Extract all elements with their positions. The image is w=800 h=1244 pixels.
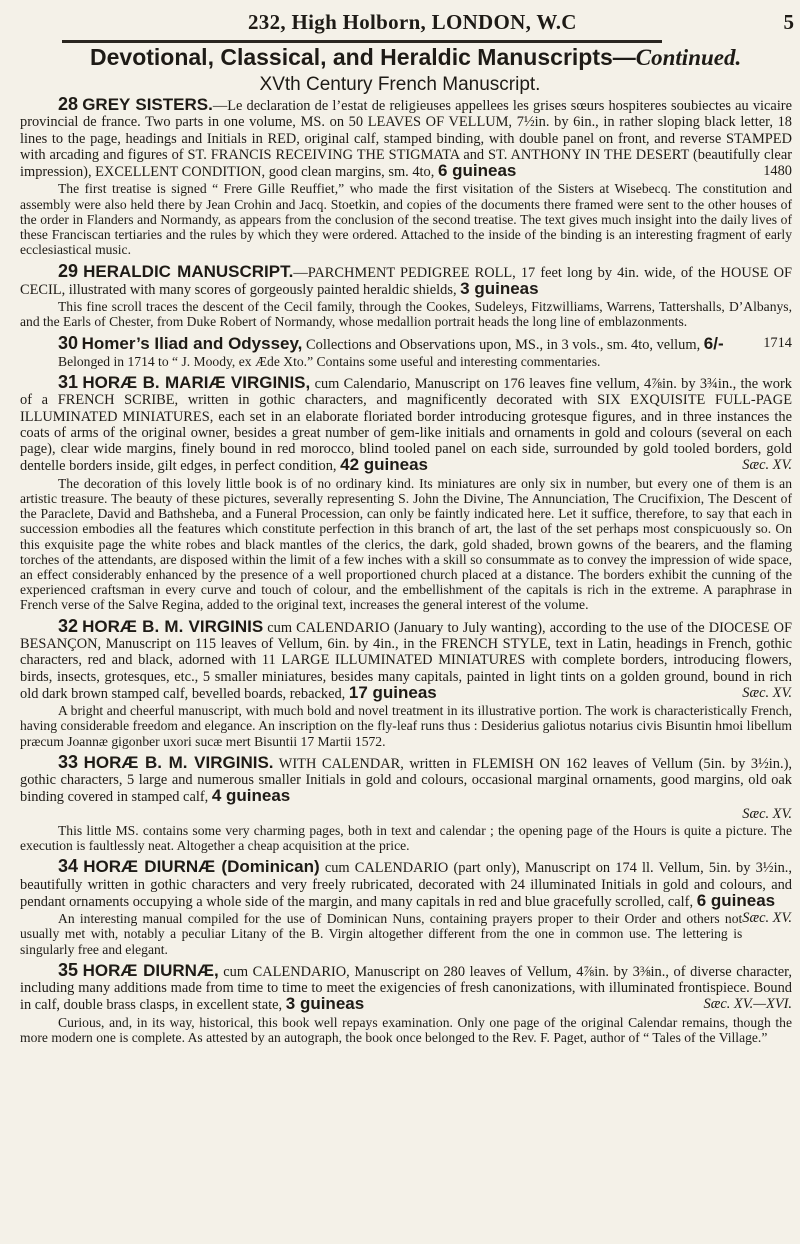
entry-30 [20,332,792,370]
entry-note: A bright and cheerful manuscript, with much bold and novel treatment in its illustrative portion. The work is characteristically French, having considerable freedom and elegance. An inscription on the fly-leaf runs thus : Desiderius galiotus notarius civis Bisuntin hmoi libellum præcum Joannæ gigonber uxori sucæ mert Bisuntii 17 Martii 1572. [20,703,792,749]
entry-description [20,260,792,299]
entry-number: 34 [58,856,79,877]
entry-heading: GREY SISTERS. [82,95,213,114]
entry-text: cum CALENDARIO, Manuscript on 280 leaves of Vellum, 4⅞in. by 3⅜in., of diverse character, including many additions made from time to time to meet the exigencies of fresh canonizations, with illuminated frontispiece. Bound in calf, double brass clasps, in excellent state, [20,963,792,1014]
entry-number: 32 [58,615,79,636]
entry-description [20,96,792,180]
entry-period: Sæc. XV.—XVI. [703,996,792,1013]
entry-price: 42 guineas [340,455,428,475]
running-title: 232, High Holborn, LONDON, W.C [248,10,577,34]
entry-text: cum CALENDARIO (January to July wanting), according to the use of the DIOCESE OF BESANÇON, Manuscript on 115 leaves of Vellum, 6in. by 4in., in the FRENCH STYLE, text in Latin, headings in French, gothic characters, red and black, adorned with 11 LARGE ILLUMINATED MINIATURES with complete borders, introducing flowers, birds, insects, grotesques, etc., 5 smaller miniatures, besides many capitals, painted in light tints on a golden ground, bound in rich old dark brown stamped calf, bevelled boards, rebacked, [20,619,792,702]
entry-date: 1714 [763,334,792,351]
entry-price: 6/- [703,333,724,353]
entry-price: 3 guineas [285,994,365,1014]
entry-number: 29 [58,260,79,281]
entry-text: Collections and Observations upon, MS., in 3 vols., sm. 4to, vellum, [306,336,701,353]
entry-number: 35 [58,959,79,980]
entry-heading: HORÆ B. MARIÆ VIRGINIS, [82,373,311,392]
entry-note: This fine scroll traces the descent of the Cecil family, through the Cookes, Sudeleys, Fitzwilliams, Warrens, Tattershalls, D’Albanys, and the Earls of Chester, from Duke Robert of Normandy, whose medallion portrait heads the long line of emblazonments. [20,299,792,330]
entry-description [20,332,792,353]
entry-number: 33 [58,751,79,772]
entry-description [20,856,792,927]
entry-text: cum Calendario, Manuscript on 176 leaves fine vellum, 4⅞in. by 3¾in., the work of a FRENCH SCRIBE, written in gothic characters, and magnificently decorated with SIX EXQUISITE FULL-PAGE ILLUMINATED MINIATURES, each set in an elaborate floriated border introducing grotesque figures, and in three instances the coats of arms of the original owner, besides a great number of gem-like initials and ornaments in gold and colours (several on each page), clear wide margins, finely bound in red morocco, blind tooled panel on each side, surrounded by gold tooled borders, gold dentelle borders inside, gilt edges, in perfect condition, [20,376,792,475]
entry-description [20,374,792,475]
entry-32 [20,615,792,749]
entry-text: WITH CALENDAR, written in FLEMISH ON 162 leaves of Vellum (5in. by 3½in.), gothic characters, 5 large and numerous smaller Initials in gold and colours, occasional marginal ornaments, good margins, old oak binding covered in stamped calf, [20,755,792,806]
entry-text: —PARCHMENT PEDIGREE ROLL, 17 feet long by 4in. wide, of the HOUSE OF CECIL, illustrated with many scores of gorgeously painted heraldic shields, [20,264,792,298]
entry-number: 31 [58,372,79,392]
entry-price: 17 guineas [348,682,437,702]
entry-note: An interesting manual compiled for the use of Dominican Nuns, containing prayers proper to their Order and others not usually met with, notably a peculiar Litany of the B. Virgin altogether different from the one in common use. The lettering is singularly free and elegant. [20,911,743,957]
running-head [0,4,800,36]
section-subtitle: XVth Century French Manuscript. [259,74,541,95]
entry-heading: HORÆ DIURNÆ, [82,960,219,980]
section-title-text: Devotional, Classical, and Heraldic Manuscripts— [90,44,636,70]
entry-price: 4 guineas [211,786,291,806]
entry-text: —Le declaration de l’estat de religieuses appellees les grises sœurs hospiteres soubiectes au vicaire provincial de france. Two parts in one volume, MS. on 50 LEAVES OF VELLUM, 7½in. by 6in., in rather sloping black letter, 18 lines to the page, headings and Initials in RED, original calf, stamped binding, with double panel on front, and reverse STAMPED with arcading and figures of ST. FRANCIS RECEIVING THE STIGMATA and ST. ANTHONY IN THE DESERT (beautifully clear impression), EXCELLENT CONDITION, good clean margins, sm. 4to, [20,98,792,181]
entry-34 [20,858,792,957]
entry-text: cum CALENDARIO (part only), Manuscript on 174 ll. Vellum, 5in. by 3½in., beautifully written in gothic characters and very freely rubricated, decorated with 24 illuminated Initials in gold and colours, and pendant ornaments occupying a whole side of the margin, and many capitals in red and blue gracefully scrolled, calf, [20,860,792,910]
entry-description [20,615,792,702]
entry-date: 1480 [763,163,792,180]
entry-note: This little MS. contains some very charming pages, both in text and calendar ; the opening page of the Hours is quite a picture. The execution is faultlessly neat. Altogether a cheap acquisition at the price. [20,822,792,854]
entry-note: The first treatise is signed “ Frere Gille Reuffiet,” who made the first visitation of the Sisters at Wisebecq. The constitution and assembly were also held there by Jean Crohin and Jacq. Stoetkin, and copies of the documents there framed were sent to the other houses of the order in Flanders and Normandy, as appears from the conclusion of the second treatise. The text gives much insight into the daily lives of these Franciscan tertiaries and the rules by which they were ordered. Attached to the inside of the binding is an interesting fragment of early ecclesiastical music. [20,181,792,258]
page-number: 5 [783,10,794,34]
entry-note: Belonged in 1714 to “ J. Moody, ex Æde Xto.” Contains some useful and interesting commentaries. [58,353,601,369]
entry-28 [20,96,792,258]
entry-heading: HORÆ DIURNÆ (Dominican) [83,857,320,877]
entry-description [20,751,792,822]
entry-29 [20,260,792,330]
entry-period: Sæc. XV. [742,805,792,822]
entry-number: 28 [58,94,79,114]
entry-period: Sæc. XV. [742,457,792,474]
entry-note: Curious, and, in its way, historical, this book well repays examination. Only one page of the original Calendar remains, though the more modern one is complete. As attested by an autograph, the book once belonged to the Rev. F. Paget, author of “ Tales of the Village.” [20,1014,792,1045]
entry-price: 6 guineas [437,161,517,181]
entry-heading: HORÆ B. M. VIRGINIS [82,616,264,636]
entry-list [20,96,792,1050]
entry-description [20,959,792,1014]
entry-number: 30 [58,332,79,353]
entry-note: The decoration of this lovely little book is of no ordinary kind. Its miniatures are only six in number, but every one of them is an artistic treasure. The beauty of these pictures, severally representing S. John the Divine, The Annunciation, The Crucifixion, The Descent of the Paraclete, David and Bathsheba, and a Funeral Procession, can only be faintly indicated here. Let it suffice, therefore, to say that each in succession embodies all the features which constitute perfection in this branch of art, the last of the set perhaps most conspicuously so. On this exquisite page the white robes and black mantles of the clerics, the dark, gold shaded, brown gowns of the bearers, and the flaming torches of the attendants, are disposed within the limit of a few inches with a skill so consummate as to convey the impression of wide space, an effect considerably enhanced by the presence of a well proportioned church placed at a distance. The borders exhibit the cunning of the experienced craftsman in every curve and touch of colour, and the embellishment of the capitals is rich in the extreme. A paraphrase in French verse of the Salve Regina, added to the original text, increases the general interest of the volume. [20,475,792,613]
entry-period: Sæc. XV. [742,910,792,927]
header-rule [62,40,662,43]
entry-price: 3 guineas [460,278,539,298]
entry-35 [20,959,792,1045]
entry-31 [20,374,792,613]
entry-period: Sæc. XV. [742,684,792,701]
section-title-continued: Continued. [635,45,742,70]
entry-heading: Homer’s Iliad and Odyssey, [81,333,303,353]
section-title [90,44,790,71]
entry-heading: HERALDIC MANUSCRIPT. [83,261,294,281]
entry-heading: HORÆ B. M. VIRGINIS. [83,752,274,772]
entry-price: 6 guineas [696,890,776,910]
entry-33 [20,751,792,854]
